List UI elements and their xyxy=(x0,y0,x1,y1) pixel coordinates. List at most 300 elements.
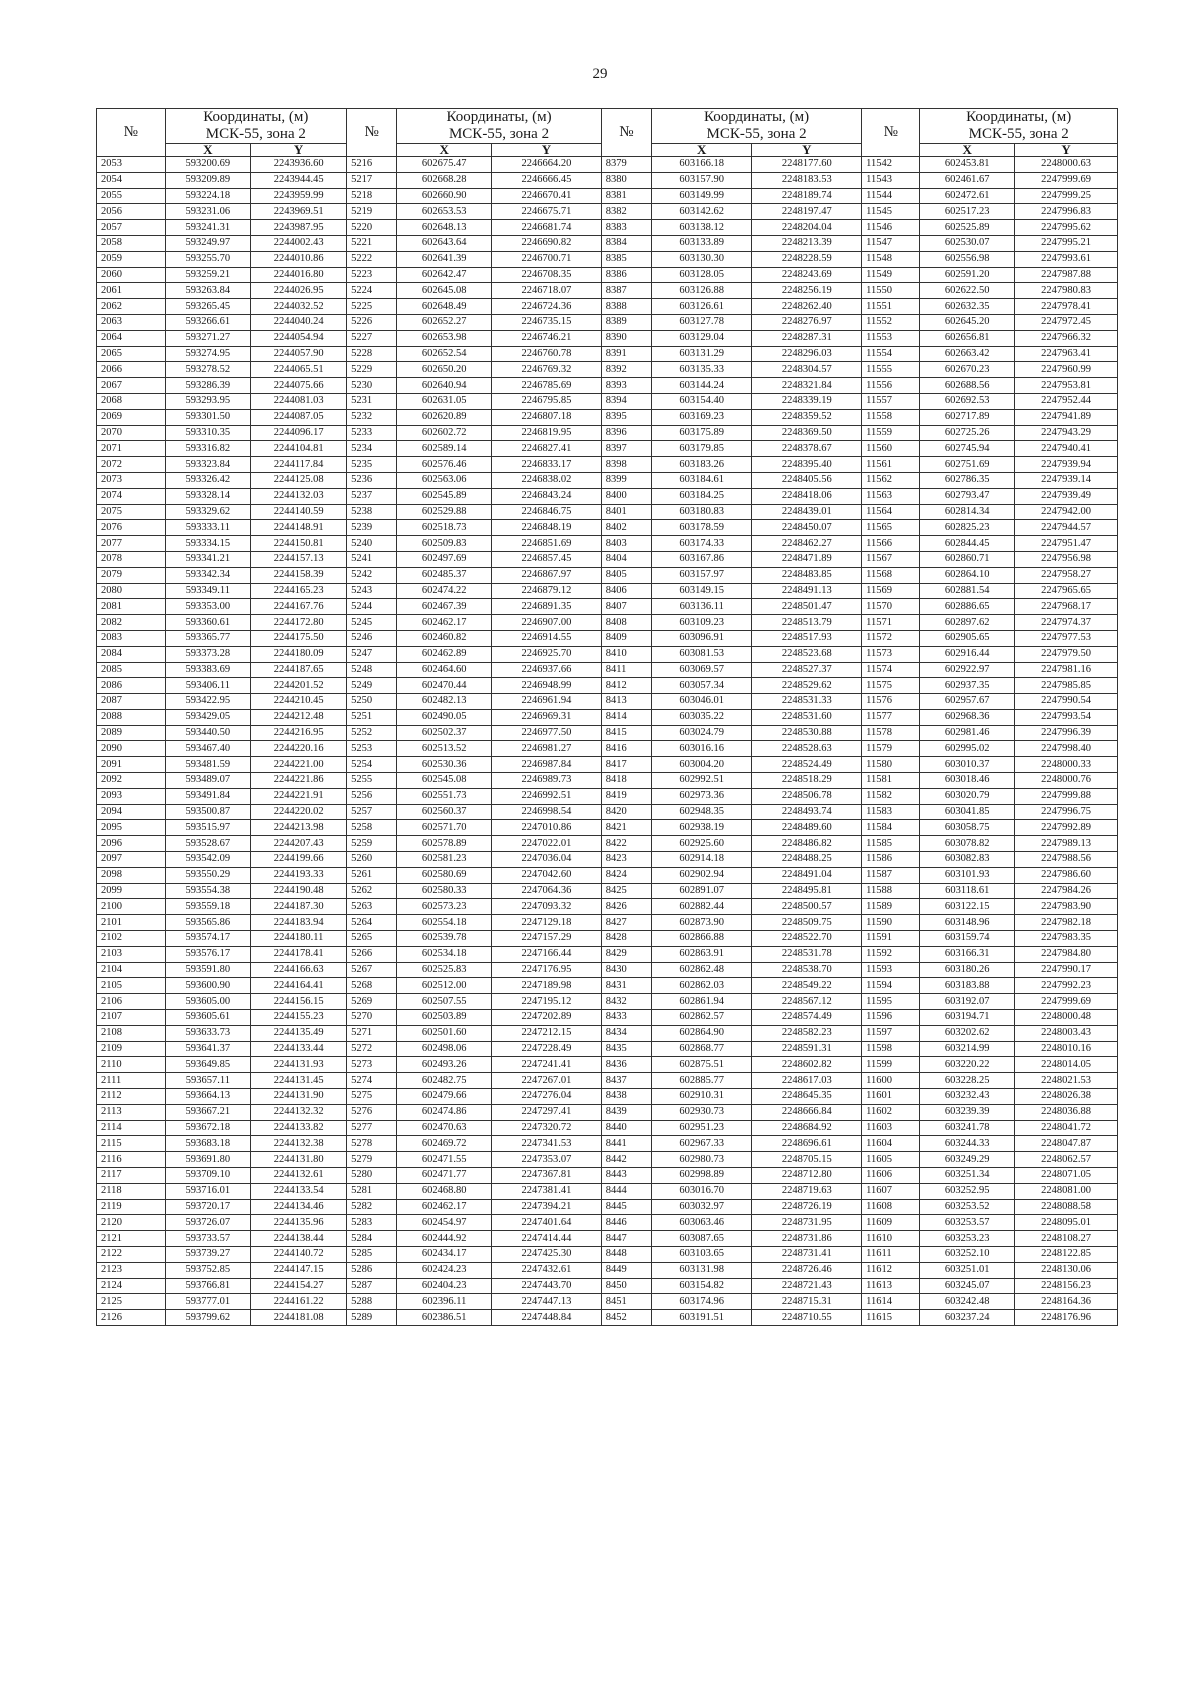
y-coordinate: 2248721.43 xyxy=(752,1278,862,1294)
point-number: 2074 xyxy=(97,488,166,504)
x-coordinate: 602470.63 xyxy=(397,1120,492,1136)
x-coordinate: 602922.97 xyxy=(920,662,1015,678)
y-coordinate: 2247979.50 xyxy=(1015,646,1118,662)
point-number: 11568 xyxy=(862,567,920,583)
y-coordinate: 2248189.74 xyxy=(752,188,862,204)
y-coordinate: 2244032.52 xyxy=(251,299,347,315)
x-coordinate: 593672.18 xyxy=(165,1120,251,1136)
y-coordinate: 2248095.01 xyxy=(1015,1215,1118,1231)
x-coordinate: 602902.94 xyxy=(651,867,751,883)
coordinates-group-header xyxy=(165,109,347,144)
y-coordinate: 2244165.23 xyxy=(251,583,347,599)
y-coordinate: 2247202.89 xyxy=(492,1010,602,1026)
y-coordinate: 2247297.41 xyxy=(492,1104,602,1120)
x-coordinate: 593500.87 xyxy=(165,804,251,820)
table-row xyxy=(97,1294,1118,1310)
x-coordinate: 593341.21 xyxy=(165,551,251,567)
point-number: 11593 xyxy=(862,962,920,978)
y-coordinate: 2246937.66 xyxy=(492,662,602,678)
table-row xyxy=(97,1073,1118,1089)
point-number: 11545 xyxy=(862,204,920,220)
x-coordinate: 602404.23 xyxy=(397,1278,492,1294)
y-coordinate: 2244156.15 xyxy=(251,994,347,1010)
point-number: 2059 xyxy=(97,251,166,267)
table-row xyxy=(97,1025,1118,1041)
table-row xyxy=(97,725,1118,741)
x-coordinate: 603087.65 xyxy=(651,1231,751,1247)
x-coordinate: 602632.35 xyxy=(920,299,1015,315)
y-coordinate: 2244178.41 xyxy=(251,946,347,962)
point-number: 8390 xyxy=(601,330,651,346)
x-coordinate: 593383.69 xyxy=(165,662,251,678)
y-coordinate: 2247989.13 xyxy=(1015,836,1118,852)
point-number: 2116 xyxy=(97,1152,166,1168)
point-number: 8404 xyxy=(601,551,651,567)
x-coordinate: 603253.57 xyxy=(920,1215,1015,1231)
point-number: 8434 xyxy=(601,1025,651,1041)
y-coordinate: 2244180.11 xyxy=(251,931,347,947)
table-row xyxy=(97,157,1118,173)
num-column-header: № xyxy=(601,109,651,157)
point-number: 11551 xyxy=(862,299,920,315)
x-coordinate: 602474.22 xyxy=(397,583,492,599)
x-coordinate: 602545.89 xyxy=(397,488,492,504)
x-coordinate: 603046.01 xyxy=(651,694,751,710)
x-coordinate: 593733.57 xyxy=(165,1231,251,1247)
y-coordinate: 2246969.31 xyxy=(492,709,602,725)
y-coordinate: 2246948.99 xyxy=(492,678,602,694)
y-coordinate: 2248256.19 xyxy=(752,283,862,299)
y-column-header: Y xyxy=(752,144,862,157)
x-coordinate: 593720.17 xyxy=(165,1199,251,1215)
x-coordinate: 593333.11 xyxy=(165,520,251,536)
point-number: 11599 xyxy=(862,1057,920,1073)
point-number: 11566 xyxy=(862,536,920,552)
y-coordinate: 2247984.26 xyxy=(1015,883,1118,899)
y-coordinate: 2246977.50 xyxy=(492,725,602,741)
point-number: 2113 xyxy=(97,1104,166,1120)
table-row xyxy=(97,852,1118,868)
point-number: 2093 xyxy=(97,788,166,804)
y-coordinate: 2248522.70 xyxy=(752,931,862,947)
point-number: 5247 xyxy=(347,646,397,662)
x-coordinate: 602670.23 xyxy=(920,362,1015,378)
y-coordinate: 2243959.99 xyxy=(251,188,347,204)
y-coordinate: 2244138.44 xyxy=(251,1231,347,1247)
point-number: 8440 xyxy=(601,1120,651,1136)
table-row xyxy=(97,567,1118,583)
point-number: 11587 xyxy=(862,867,920,883)
x-coordinate: 602648.49 xyxy=(397,299,492,315)
point-number: 2056 xyxy=(97,204,166,220)
table-row xyxy=(97,583,1118,599)
x-coordinate: 602518.73 xyxy=(397,520,492,536)
point-number: 5265 xyxy=(347,931,397,947)
point-number: 11562 xyxy=(862,472,920,488)
x-coordinate: 593209.89 xyxy=(165,172,251,188)
x-coordinate: 602581.23 xyxy=(397,852,492,868)
y-coordinate: 2244167.76 xyxy=(251,599,347,615)
point-number: 2063 xyxy=(97,314,166,330)
point-number: 5224 xyxy=(347,283,397,299)
x-coordinate: 602980.73 xyxy=(651,1152,751,1168)
x-coordinate: 593542.09 xyxy=(165,852,251,868)
point-number: 8443 xyxy=(601,1168,651,1184)
y-coordinate: 2247960.99 xyxy=(1015,362,1118,378)
header-row-group xyxy=(97,109,1118,144)
x-coordinate: 603159.74 xyxy=(920,931,1015,947)
x-coordinate: 603180.26 xyxy=(920,962,1015,978)
coordinate-system-label: МСК-55, зона 2 xyxy=(448,126,550,142)
point-number: 5280 xyxy=(347,1168,397,1184)
table-row xyxy=(97,299,1118,315)
y-coordinate: 2246914.55 xyxy=(492,630,602,646)
y-coordinate: 2248696.61 xyxy=(752,1136,862,1152)
point-number: 2086 xyxy=(97,678,166,694)
y-coordinate: 2246843.24 xyxy=(492,488,602,504)
y-coordinate: 2247985.85 xyxy=(1015,678,1118,694)
point-number: 11555 xyxy=(862,362,920,378)
x-coordinate: 602751.69 xyxy=(920,457,1015,473)
x-coordinate: 593591.80 xyxy=(165,962,251,978)
x-coordinate: 603131.29 xyxy=(651,346,751,362)
y-coordinate: 2248501.47 xyxy=(752,599,862,615)
x-coordinate: 593664.13 xyxy=(165,1089,251,1105)
y-coordinate: 2248567.12 xyxy=(752,994,862,1010)
x-coordinate: 603135.33 xyxy=(651,362,751,378)
point-number: 2070 xyxy=(97,425,166,441)
point-number: 11613 xyxy=(862,1278,920,1294)
point-number: 8439 xyxy=(601,1104,651,1120)
table-row xyxy=(97,788,1118,804)
x-coordinate: 602925.60 xyxy=(651,836,751,852)
y-coordinate: 2244040.24 xyxy=(251,314,347,330)
y-coordinate: 2246746.21 xyxy=(492,330,602,346)
point-number: 5287 xyxy=(347,1278,397,1294)
y-coordinate: 2244157.13 xyxy=(251,551,347,567)
y-coordinate: 2247968.17 xyxy=(1015,599,1118,615)
y-coordinate: 2248731.41 xyxy=(752,1246,862,1262)
x-coordinate: 603253.52 xyxy=(920,1199,1015,1215)
y-coordinate: 2248378.67 xyxy=(752,441,862,457)
point-number: 2105 xyxy=(97,978,166,994)
point-number: 11570 xyxy=(862,599,920,615)
x-coordinate: 603035.22 xyxy=(651,709,751,725)
y-coordinate: 2247958.27 xyxy=(1015,567,1118,583)
y-coordinate: 2248491.13 xyxy=(752,583,862,599)
point-number: 8392 xyxy=(601,362,651,378)
point-number: 8421 xyxy=(601,820,651,836)
table-row xyxy=(97,409,1118,425)
coordinates-units-label: Координаты, (м) xyxy=(203,109,309,125)
point-number: 2102 xyxy=(97,931,166,947)
y-coordinate: 2244187.30 xyxy=(251,899,347,915)
y-coordinate: 2248021.53 xyxy=(1015,1073,1118,1089)
point-number: 11553 xyxy=(862,330,920,346)
point-number: 5255 xyxy=(347,773,397,789)
y-coordinate: 2248518.29 xyxy=(752,773,862,789)
point-number: 8385 xyxy=(601,251,651,267)
point-number: 2112 xyxy=(97,1089,166,1105)
x-coordinate: 602668.28 xyxy=(397,172,492,188)
table-row xyxy=(97,1183,1118,1199)
point-number: 11558 xyxy=(862,409,920,425)
x-coordinate: 603082.83 xyxy=(920,852,1015,868)
x-coordinate: 602493.26 xyxy=(397,1057,492,1073)
x-coordinate: 602862.03 xyxy=(651,978,751,994)
x-coordinate: 602602.72 xyxy=(397,425,492,441)
y-coordinate: 2244132.32 xyxy=(251,1104,347,1120)
point-number: 8444 xyxy=(601,1183,651,1199)
x-coordinate: 602905.65 xyxy=(920,630,1015,646)
x-coordinate: 602645.20 xyxy=(920,314,1015,330)
x-coordinate: 602868.77 xyxy=(651,1041,751,1057)
table-row xyxy=(97,267,1118,283)
table-row xyxy=(97,536,1118,552)
y-coordinate: 2244147.15 xyxy=(251,1262,347,1278)
x-coordinate: 603024.79 xyxy=(651,725,751,741)
point-number: 2062 xyxy=(97,299,166,315)
x-coordinate: 593766.81 xyxy=(165,1278,251,1294)
y-coordinate: 2246838.02 xyxy=(492,472,602,488)
point-number: 2100 xyxy=(97,899,166,915)
table-row xyxy=(97,1089,1118,1105)
y-coordinate: 2244175.50 xyxy=(251,630,347,646)
x-coordinate: 603183.26 xyxy=(651,457,751,473)
table-row xyxy=(97,678,1118,694)
point-number: 2053 xyxy=(97,157,166,173)
x-coordinate: 602992.51 xyxy=(651,773,751,789)
y-coordinate: 2247984.80 xyxy=(1015,946,1118,962)
point-number: 2125 xyxy=(97,1294,166,1310)
y-coordinate: 2248359.52 xyxy=(752,409,862,425)
y-coordinate: 2247996.75 xyxy=(1015,804,1118,820)
y-coordinate: 2248026.38 xyxy=(1015,1089,1118,1105)
point-number: 11573 xyxy=(862,646,920,662)
x-coordinate: 593200.69 xyxy=(165,157,251,173)
x-coordinate: 602648.13 xyxy=(397,220,492,236)
y-coordinate: 2248339.19 xyxy=(752,393,862,409)
y-coordinate: 2244132.03 xyxy=(251,488,347,504)
y-coordinate: 2248506.78 xyxy=(752,788,862,804)
point-number: 5267 xyxy=(347,962,397,978)
x-coordinate: 602914.18 xyxy=(651,852,751,868)
y-coordinate: 2247972.45 xyxy=(1015,314,1118,330)
point-number: 5238 xyxy=(347,504,397,520)
point-number: 5241 xyxy=(347,551,397,567)
table-row xyxy=(97,662,1118,678)
point-number: 11577 xyxy=(862,709,920,725)
x-coordinate: 602468.80 xyxy=(397,1183,492,1199)
y-coordinate: 2248726.19 xyxy=(752,1199,862,1215)
point-number: 2085 xyxy=(97,662,166,678)
x-coordinate: 602881.54 xyxy=(920,583,1015,599)
y-coordinate: 2248000.48 xyxy=(1015,1010,1118,1026)
x-coordinate: 603166.31 xyxy=(920,946,1015,962)
x-coordinate: 603192.07 xyxy=(920,994,1015,1010)
y-coordinate: 2248014.05 xyxy=(1015,1057,1118,1073)
x-coordinate: 603228.25 xyxy=(920,1073,1015,1089)
x-coordinate: 593266.61 xyxy=(165,314,251,330)
x-coordinate: 602573.23 xyxy=(397,899,492,915)
point-number: 2060 xyxy=(97,267,166,283)
table-row xyxy=(97,883,1118,899)
point-number: 5244 xyxy=(347,599,397,615)
x-coordinate: 593342.34 xyxy=(165,567,251,583)
x-coordinate: 603122.15 xyxy=(920,899,1015,915)
x-coordinate: 593406.11 xyxy=(165,678,251,694)
y-coordinate: 2247129.18 xyxy=(492,915,602,931)
y-coordinate: 2244193.33 xyxy=(251,867,347,883)
y-coordinate: 2247940.41 xyxy=(1015,441,1118,457)
point-number: 11564 xyxy=(862,504,920,520)
x-coordinate: 593360.61 xyxy=(165,615,251,631)
x-column-header: X xyxy=(651,144,751,157)
x-coordinate: 602591.20 xyxy=(920,267,1015,283)
x-coordinate: 602891.07 xyxy=(651,883,751,899)
point-number: 2069 xyxy=(97,409,166,425)
y-coordinate: 2244220.16 xyxy=(251,741,347,757)
x-coordinate: 603109.23 xyxy=(651,615,751,631)
x-coordinate: 602653.53 xyxy=(397,204,492,220)
point-number: 2071 xyxy=(97,441,166,457)
x-coordinate: 593605.00 xyxy=(165,994,251,1010)
x-coordinate: 602631.05 xyxy=(397,393,492,409)
table-row xyxy=(97,362,1118,378)
point-number: 11544 xyxy=(862,188,920,204)
y-coordinate: 2248524.49 xyxy=(752,757,862,773)
y-coordinate: 2247952.44 xyxy=(1015,393,1118,409)
y-coordinate: 2247963.41 xyxy=(1015,346,1118,362)
coordinates-group-header xyxy=(920,109,1118,144)
x-coordinate: 603129.04 xyxy=(651,330,751,346)
point-number: 5275 xyxy=(347,1089,397,1105)
x-coordinate: 593334.15 xyxy=(165,536,251,552)
point-number: 8428 xyxy=(601,931,651,947)
y-coordinate: 2248495.81 xyxy=(752,883,862,899)
point-number: 2099 xyxy=(97,883,166,899)
x-coordinate: 603149.15 xyxy=(651,583,751,599)
point-number: 5245 xyxy=(347,615,397,631)
y-coordinate: 2248462.27 xyxy=(752,536,862,552)
x-coordinate: 602957.67 xyxy=(920,694,1015,710)
y-coordinate: 2247992.89 xyxy=(1015,820,1118,836)
y-coordinate: 2248130.06 xyxy=(1015,1262,1118,1278)
point-number: 8420 xyxy=(601,804,651,820)
table-row xyxy=(97,457,1118,473)
point-number: 8435 xyxy=(601,1041,651,1057)
point-number: 8412 xyxy=(601,678,651,694)
point-number: 11548 xyxy=(862,251,920,267)
y-coordinate: 2244010.86 xyxy=(251,251,347,267)
x-coordinate: 603096.91 xyxy=(651,630,751,646)
point-number: 8426 xyxy=(601,899,651,915)
x-coordinate: 593633.73 xyxy=(165,1025,251,1041)
point-number: 5283 xyxy=(347,1215,397,1231)
y-coordinate: 2248726.46 xyxy=(752,1262,862,1278)
y-coordinate: 2247036.04 xyxy=(492,852,602,868)
y-coordinate: 2248684.92 xyxy=(752,1120,862,1136)
x-coordinate: 593349.11 xyxy=(165,583,251,599)
point-number: 8409 xyxy=(601,630,651,646)
x-coordinate: 602503.89 xyxy=(397,1010,492,1026)
x-coordinate: 602864.10 xyxy=(920,567,1015,583)
point-number: 2076 xyxy=(97,520,166,536)
y-coordinate: 2244016.80 xyxy=(251,267,347,283)
y-coordinate: 2248287.31 xyxy=(752,330,862,346)
point-number: 5263 xyxy=(347,899,397,915)
x-coordinate: 593429.05 xyxy=(165,709,251,725)
point-number: 8406 xyxy=(601,583,651,599)
point-number: 8436 xyxy=(601,1057,651,1073)
point-number: 5226 xyxy=(347,314,397,330)
x-coordinate: 602497.69 xyxy=(397,551,492,567)
point-number: 8423 xyxy=(601,852,651,868)
y-coordinate: 2246907.00 xyxy=(492,615,602,631)
x-coordinate: 602578.89 xyxy=(397,836,492,852)
y-column-header: Y xyxy=(251,144,347,157)
x-coordinate: 602467.39 xyxy=(397,599,492,615)
table-row xyxy=(97,820,1118,836)
point-number: 5270 xyxy=(347,1010,397,1026)
x-coordinate: 602650.20 xyxy=(397,362,492,378)
y-coordinate: 2246807.18 xyxy=(492,409,602,425)
point-number: 11597 xyxy=(862,1025,920,1041)
x-coordinate: 593565.86 xyxy=(165,915,251,931)
point-number: 11565 xyxy=(862,520,920,536)
point-number: 8442 xyxy=(601,1152,651,1168)
x-coordinate: 602571.70 xyxy=(397,820,492,836)
x-coordinate: 593467.40 xyxy=(165,741,251,757)
y-coordinate: 2246987.84 xyxy=(492,757,602,773)
x-coordinate: 593528.67 xyxy=(165,836,251,852)
point-number: 8391 xyxy=(601,346,651,362)
x-coordinate: 593274.95 xyxy=(165,346,251,362)
x-coordinate: 603244.33 xyxy=(920,1136,1015,1152)
coordinate-system-label: МСК-55, зона 2 xyxy=(205,126,306,142)
y-coordinate: 2246819.95 xyxy=(492,425,602,441)
point-number: 8394 xyxy=(601,393,651,409)
point-number: 5216 xyxy=(347,157,397,173)
x-coordinate: 602886.65 xyxy=(920,599,1015,615)
point-number: 8417 xyxy=(601,757,651,773)
table-row xyxy=(97,172,1118,188)
table-row xyxy=(97,804,1118,820)
table-row xyxy=(97,899,1118,915)
point-number: 5288 xyxy=(347,1294,397,1310)
point-number: 5285 xyxy=(347,1246,397,1262)
coordinates-units-label: Координаты, (м) xyxy=(446,109,552,125)
x-coordinate: 603136.11 xyxy=(651,599,751,615)
x-coordinate: 593559.18 xyxy=(165,899,251,915)
x-coordinate: 593440.50 xyxy=(165,725,251,741)
x-coordinate: 593263.84 xyxy=(165,283,251,299)
y-coordinate: 2248531.33 xyxy=(752,694,862,710)
x-coordinate: 603232.43 xyxy=(920,1089,1015,1105)
y-coordinate: 2248439.01 xyxy=(752,504,862,520)
point-number: 8407 xyxy=(601,599,651,615)
point-number: 5257 xyxy=(347,804,397,820)
table-row xyxy=(97,599,1118,615)
y-coordinate: 2246851.69 xyxy=(492,536,602,552)
y-coordinate: 2246724.36 xyxy=(492,299,602,315)
y-coordinate: 2248000.33 xyxy=(1015,757,1118,773)
y-coordinate: 2248088.58 xyxy=(1015,1199,1118,1215)
point-number: 11605 xyxy=(862,1152,920,1168)
point-number: 2098 xyxy=(97,867,166,883)
x-coordinate: 603166.18 xyxy=(651,157,751,173)
point-number: 2122 xyxy=(97,1246,166,1262)
